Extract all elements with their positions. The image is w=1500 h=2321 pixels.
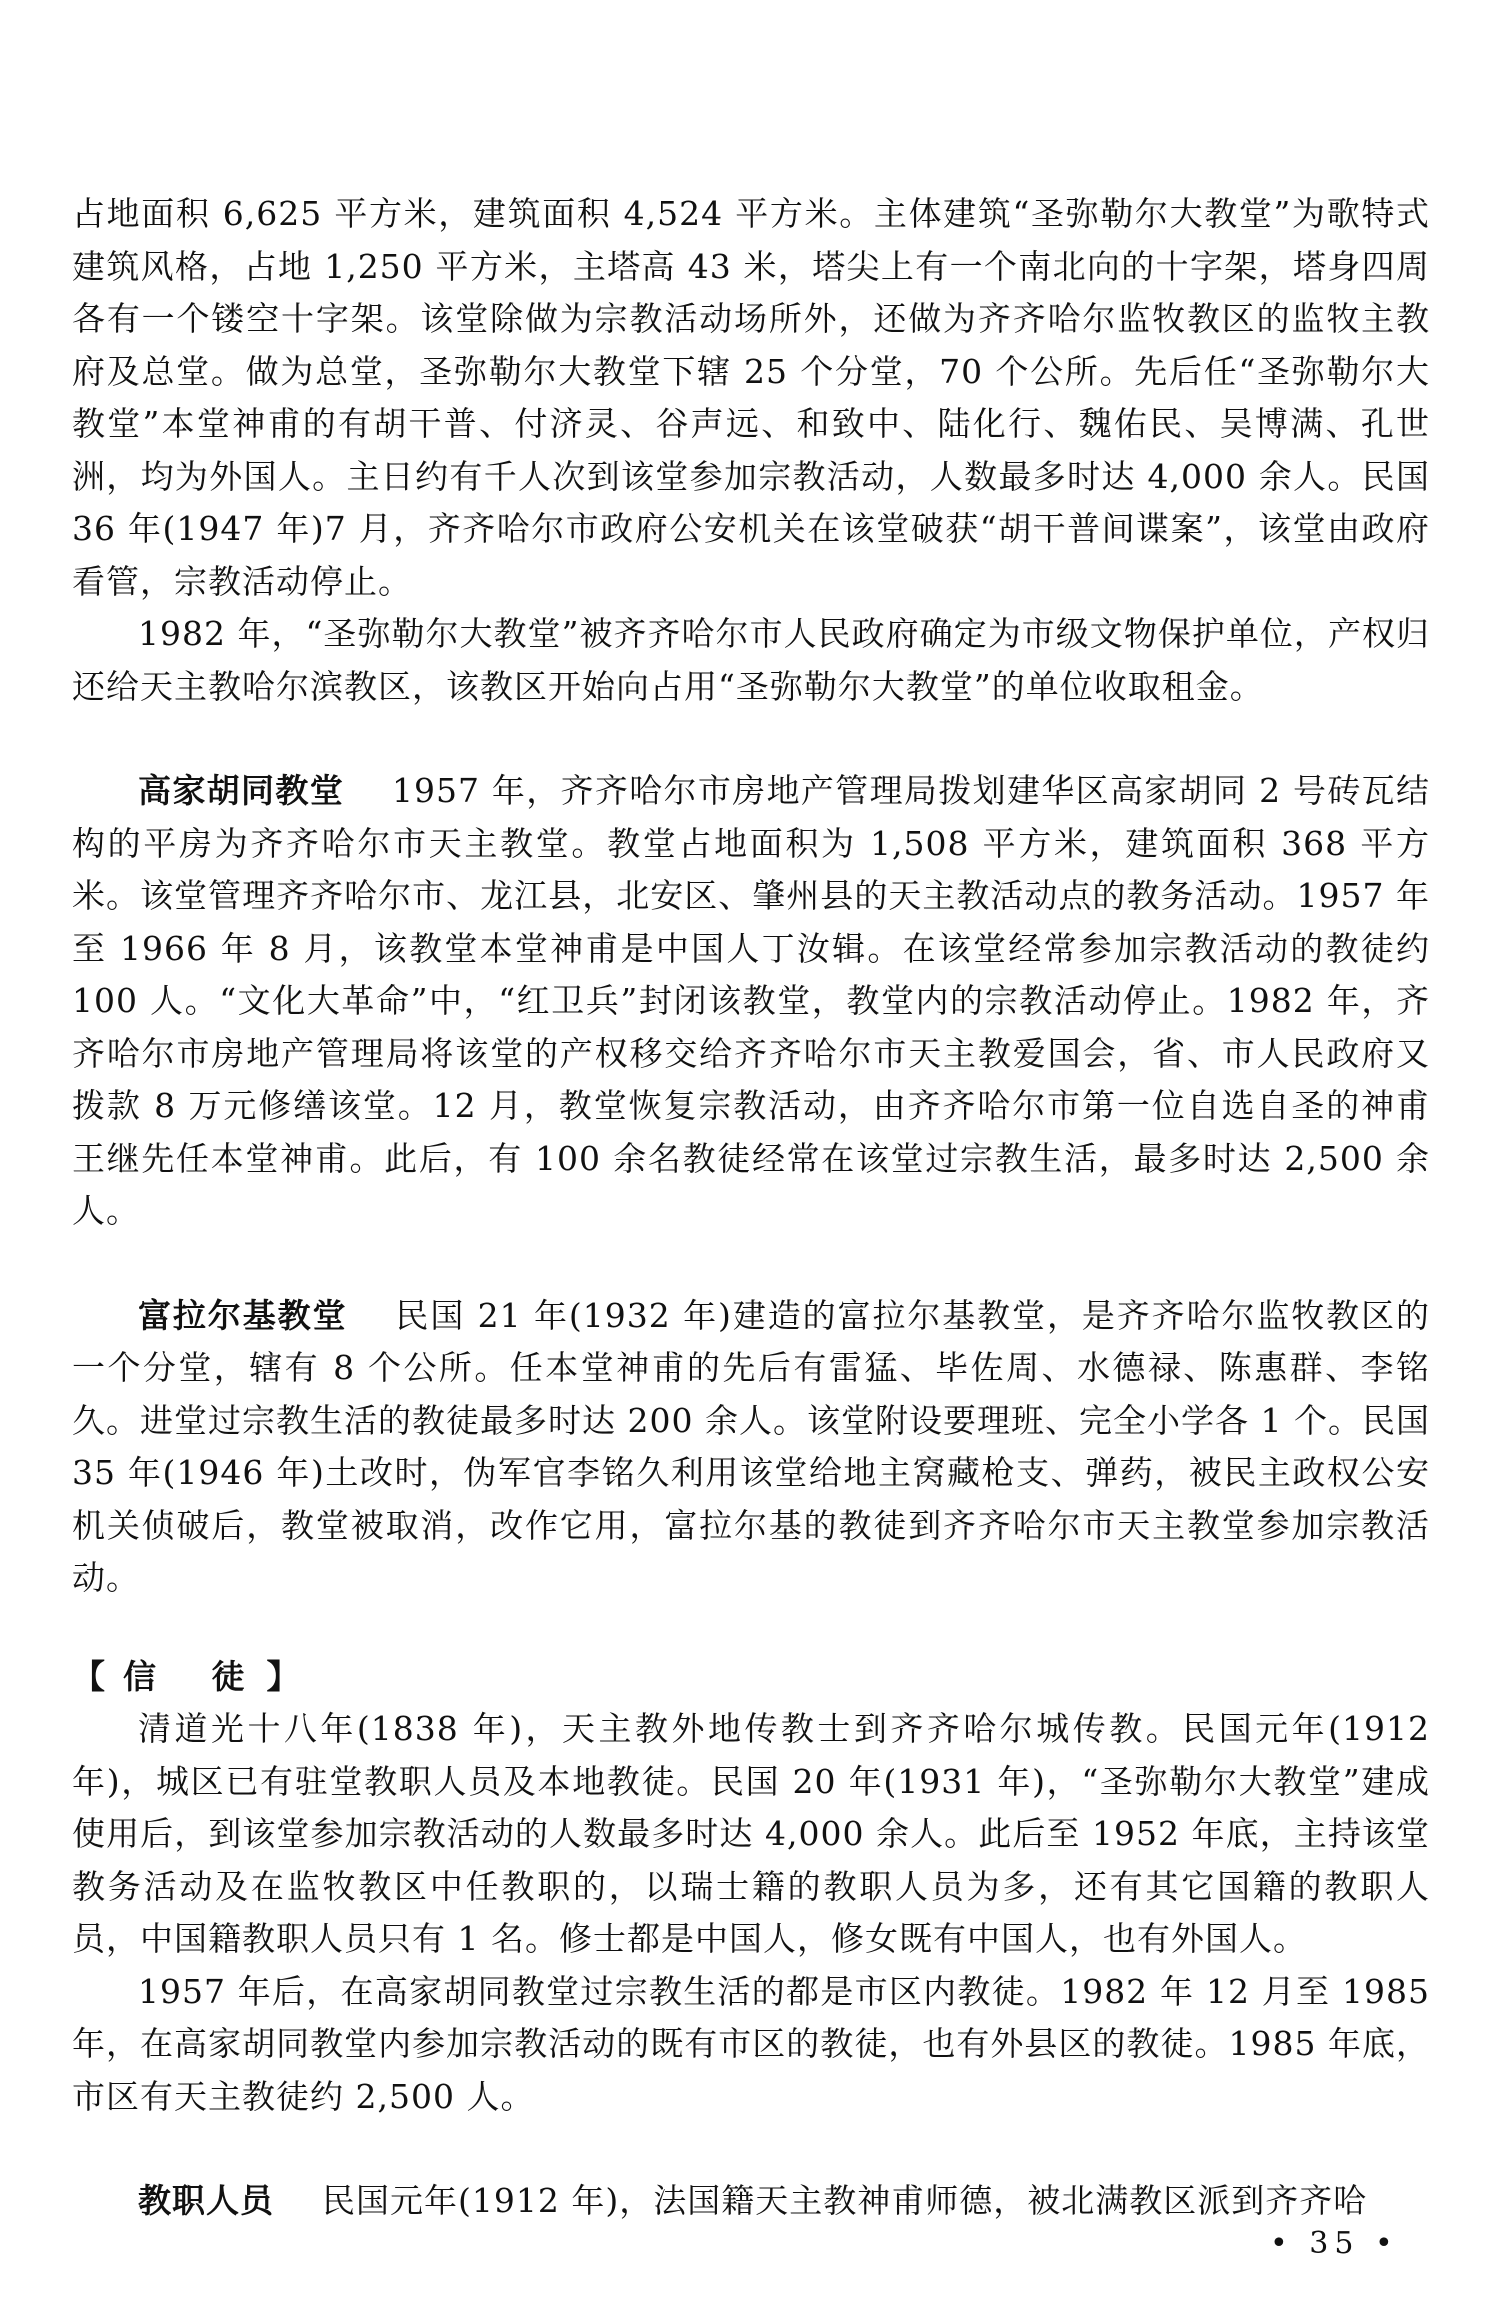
paragraph-cathedral-1982: 1982 年，“圣弥勒尔大教堂”被齐齐哈尔市人民政府确定为市级文物保护单位，产权归还给天主教哈尔滨教区，该教区开始向占用“圣弥勒尔大教堂”的单位收取租金。	[72, 614, 1430, 706]
entry-text-fulaerji: 民国 21 年(1932 年)建造的富拉尔基教堂，是齐齐哈尔监牧教区的一个分堂，辖有 8 个公所。任本堂神甫的先后有雷猛、毕佐周、水德禄、陈惠群、李铭久。进堂过宗教生活的教徒最多时达 200 余人。该堂附设要理班、完全小学各 1 个。民国 35 年(1946 年)土改时，伪军官李铭久利用该堂给地主窝藏枪支、弹药，被民主政权公安机关侦破后，教堂被取消，改作它用，富拉尔基的教徒到齐齐哈尔市天主教堂参加宗教活动。	[72, 1295, 1430, 1597]
entry-term-clergy: 教职人员	[138, 2181, 274, 2220]
section-heading-believers	[72, 1651, 1430, 1704]
page-number: • 35 •	[1270, 2226, 1399, 2261]
entry-term-fulaerji: 富拉尔基教堂	[138, 1295, 348, 1335]
entry-text-gaojia: 1957 年，齐齐哈尔市房地产管理局拨划建华区高家胡同 2 号砖瓦结构的平房为齐齐哈尔市天主教堂。教堂占地面积为 1,508 平方米，建筑面积 368 平方米。该堂管理齐齐哈尔市、龙江县，北安区、肇州县的天主教活动点的教务活动。1957 年至 1966 年 8 月，该教堂本堂神甫是中国人丁汝辑。在该堂经常参加宗教活动的教徒约 100 人。“文化大革命”中，“红卫兵”封闭该教堂，教堂内的宗教活动停止。1982 年，齐齐哈尔市房地产管理局将该堂的产权移交给齐齐哈尔市天主教爱国会，省、市人民政府又拨款 8 万元修缮该堂。12 月，教堂恢复宗教活动，由齐齐哈尔市第一位自选自圣的神甫王继先任本堂神甫。此后，有 100 余名教徒经常在该堂过宗教生活，最多时达 2,500 余人。	[72, 771, 1431, 1230]
bracket-left: 【	[72, 1656, 107, 1696]
entry-gaojia-hutong-church	[72, 765, 1430, 1238]
page-body	[72, 188, 1430, 2228]
entry-clergy	[72, 2175, 1430, 2228]
bracket-right: 】	[266, 1656, 302, 1696]
paragraph-believers-history: 清道光十八年(1838 年)，天主教外地传教士到齐齐哈尔城传教。民国元年(1912 年)，城区已有驻堂教职人员及本地教徒。民国 20 年(1931 年)，“圣弥勒尔大教堂”建成使用后，到该堂参加宗教活动的人数最多时达 4,000 余人。此后至 1952 年底，主持该堂教务活动及在监牧教区中任教职的，以瑞士籍的教职人员为多，还有其它国籍的教职人员，中国籍教职人员只有 1 名。修士都是中国人，修女既有中国人，也有外国人。	[72, 1709, 1430, 1958]
paragraph-believers-recent: 1957 年后，在高家胡同教堂过宗教生活的都是市区内教徒。1982 年 12 月至 1985 年，在高家胡同教堂内参加宗教活动的既有市区的教徒，也有外县区的教徒。1985 年底，市区有天主教徒约 2,500 人。	[72, 1971, 1430, 2116]
section-title: 信 徒	[123, 1656, 267, 1696]
entry-fulaerji-church	[72, 1290, 1430, 1605]
entry-term-gaojia: 高家胡同教堂	[138, 771, 345, 810]
paragraph-cathedral-description: 占地面积 6,625 平方米，建筑面积 4,524 平方米。主体建筑“圣弥勒尔大教堂”为歌特式建筑风格，占地 1,250 平方米，主塔高 43 米，塔尖上有一个南北向的十字架，塔身四周各有一个镂空十字架。该堂除做为宗教活动场所外，还做为齐齐哈尔监牧教区的监牧主教府及总堂。做为总堂，圣弥勒尔大教堂下辖 25 个分堂，70 个公所。先后任“圣弥勒尔大教堂”本堂神甫的有胡干普、付济灵、谷声远、和致中、陆化行、魏佑民、吴博满、孔世洲，均为外国人。主日约有千人次到该堂参加宗教活动，人数最多时达 4,000 余人。民国 36 年(1947 年)7 月，齐齐哈尔市政府公安机关在该堂破获“胡干普间谍案”，该堂由政府看管，宗教活动停止。	[72, 194, 1430, 601]
entry-text-clergy: 民国元年(1912 年)，法国籍天主教神甫师德，被北满教区派到齐齐哈	[322, 2181, 1368, 2220]
